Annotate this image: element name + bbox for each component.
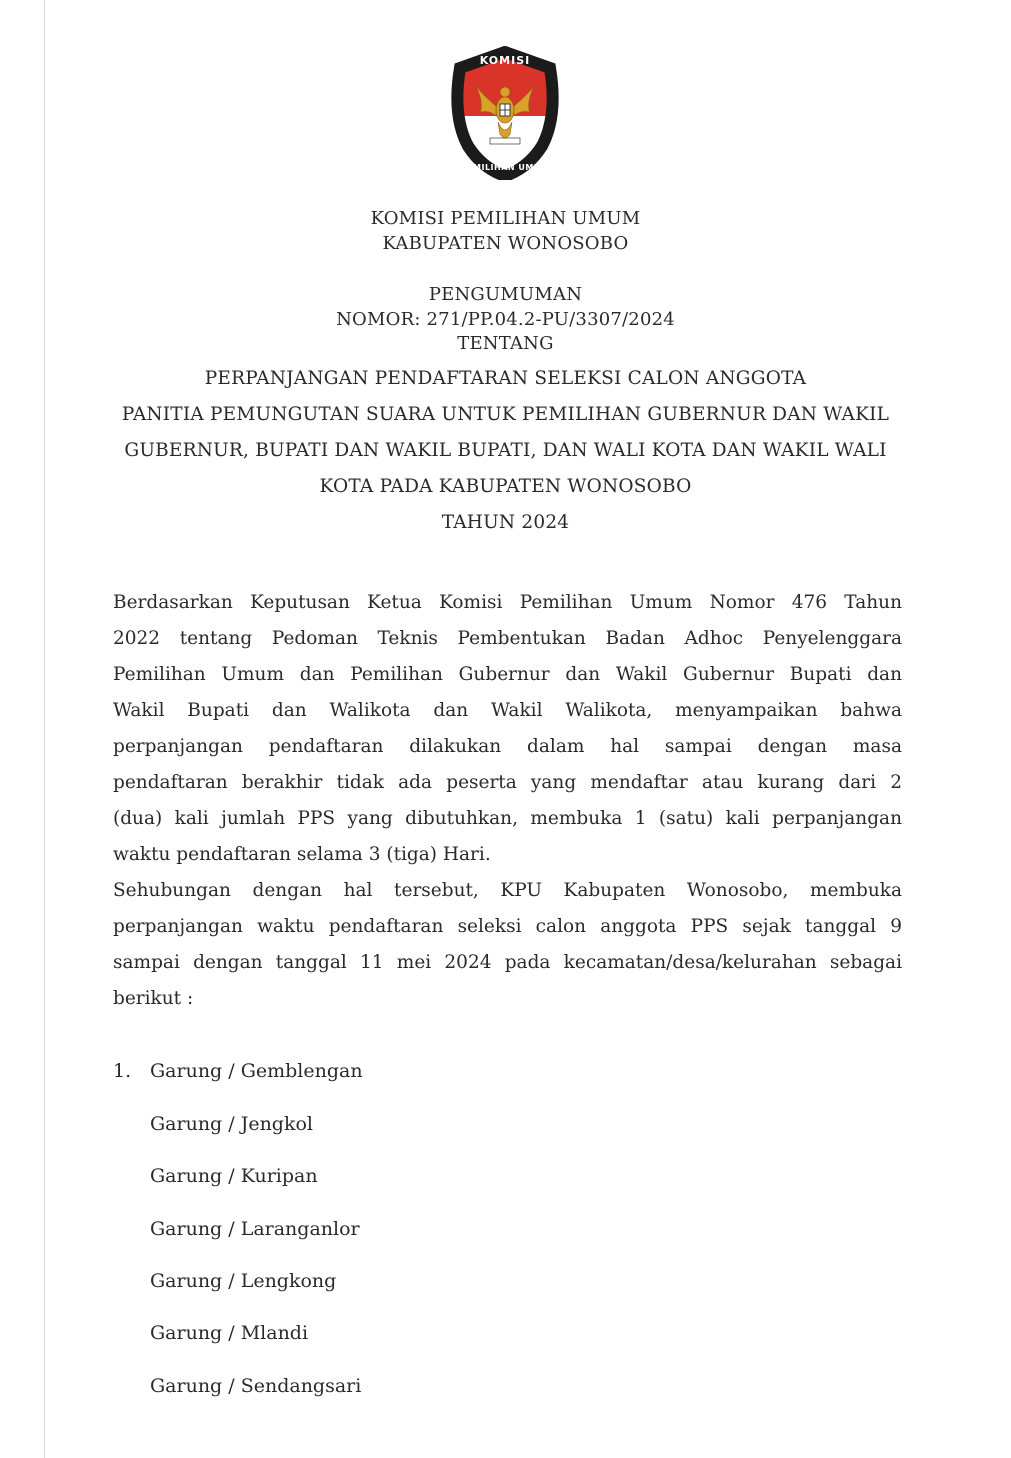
svg-text:PEMILIHAN UMUM: PEMILIHAN UMUM — [460, 163, 550, 172]
document-number: NOMOR: 271/PP.04.2-PU/3307/2024 — [336, 309, 675, 330]
list-item: Garung / Lengkong — [150, 1270, 337, 1292]
paragraph-line: Berdasarkan Keputusan Ketua Komisi Pemilihan Umum Nomor 476 Tahun — [113, 592, 902, 613]
paragraph-line: Pemilihan Umum dan Pemilihan Gubernur dan Wakil Gubernur Bupati dan — [113, 664, 902, 685]
kpu-garuda-emblem-icon — [446, 46, 564, 180]
body-paragraph-2 — [113, 873, 902, 1017]
title-year: TAHUN 2024 — [441, 512, 570, 533]
title-line: PANITIA PEMUNGUTAN SUARA UNTUK PEMILIHAN GUBERNUR DAN WAKIL — [121, 404, 890, 425]
list-number: 1. — [113, 1060, 132, 1082]
list-item: Garung / Gemblengan — [150, 1060, 363, 1082]
list-item: Garung / Kuripan — [150, 1165, 318, 1187]
list-item: Garung / Mlandi — [150, 1322, 309, 1344]
title-line: PERPANJANGAN PENDAFTARAN SELEKSI CALON ANGGOTA — [204, 368, 807, 389]
paragraph-line: perpanjangan waktu pendaftaran seleksi calon anggota PPS sejak tanggal 9 — [113, 916, 902, 937]
list-item: Garung / Jengkol — [150, 1113, 313, 1135]
paragraph-line: waktu pendaftaran selama 3 (tiga) Hari. — [113, 844, 491, 865]
paragraph-line: pendaftaran berakhir tidak ada peserta yang mendaftar atau kurang dari 2 — [113, 772, 902, 793]
institution-name: KOMISI PEMILIHAN UMUM — [370, 208, 641, 229]
paragraph-line: Sehubungan dengan hal tersebut, KPU Kabupaten Wonosobo, membuka — [113, 880, 902, 901]
title-line: KOTA PADA KABUPATEN WONOSOBO — [319, 476, 692, 497]
institution-region: KABUPATEN WONOSOBO — [382, 233, 629, 254]
paragraph-line: sampai dengan tanggal 11 mei 2024 pada kecamatan/desa/kelurahan sebagai — [113, 952, 902, 973]
list-item: Garung / Sendangsari — [150, 1375, 362, 1397]
document-type: PENGUMUMAN — [428, 284, 583, 305]
list-item: Garung / Laranganlor — [150, 1218, 360, 1240]
title-line: GUBERNUR, BUPATI DAN WAKIL BUPATI, DAN WALI KOTA DAN WAKIL WALI — [124, 440, 887, 461]
document-about: TENTANG — [457, 333, 554, 354]
paragraph-line: perpanjangan pendaftaran dilakukan dalam hal sampai dengan masa — [113, 736, 902, 757]
paragraph-line: Wakil Bupati dan Walikota dan Wakil Walikota, menyampaikan bahwa — [113, 700, 902, 721]
paragraph-line: (dua) kali jumlah PPS yang dibutuhkan, membuka 1 (satu) kali perpanjangan — [113, 808, 902, 829]
paragraph-line: berikut : — [113, 988, 194, 1009]
paragraph-line: 2022 tentang Pedoman Teknis Pembentukan Badan Adhoc Penyelenggara — [113, 628, 902, 649]
body-paragraph-1 — [113, 585, 902, 873]
svg-text:KOMISI: KOMISI — [479, 54, 531, 67]
